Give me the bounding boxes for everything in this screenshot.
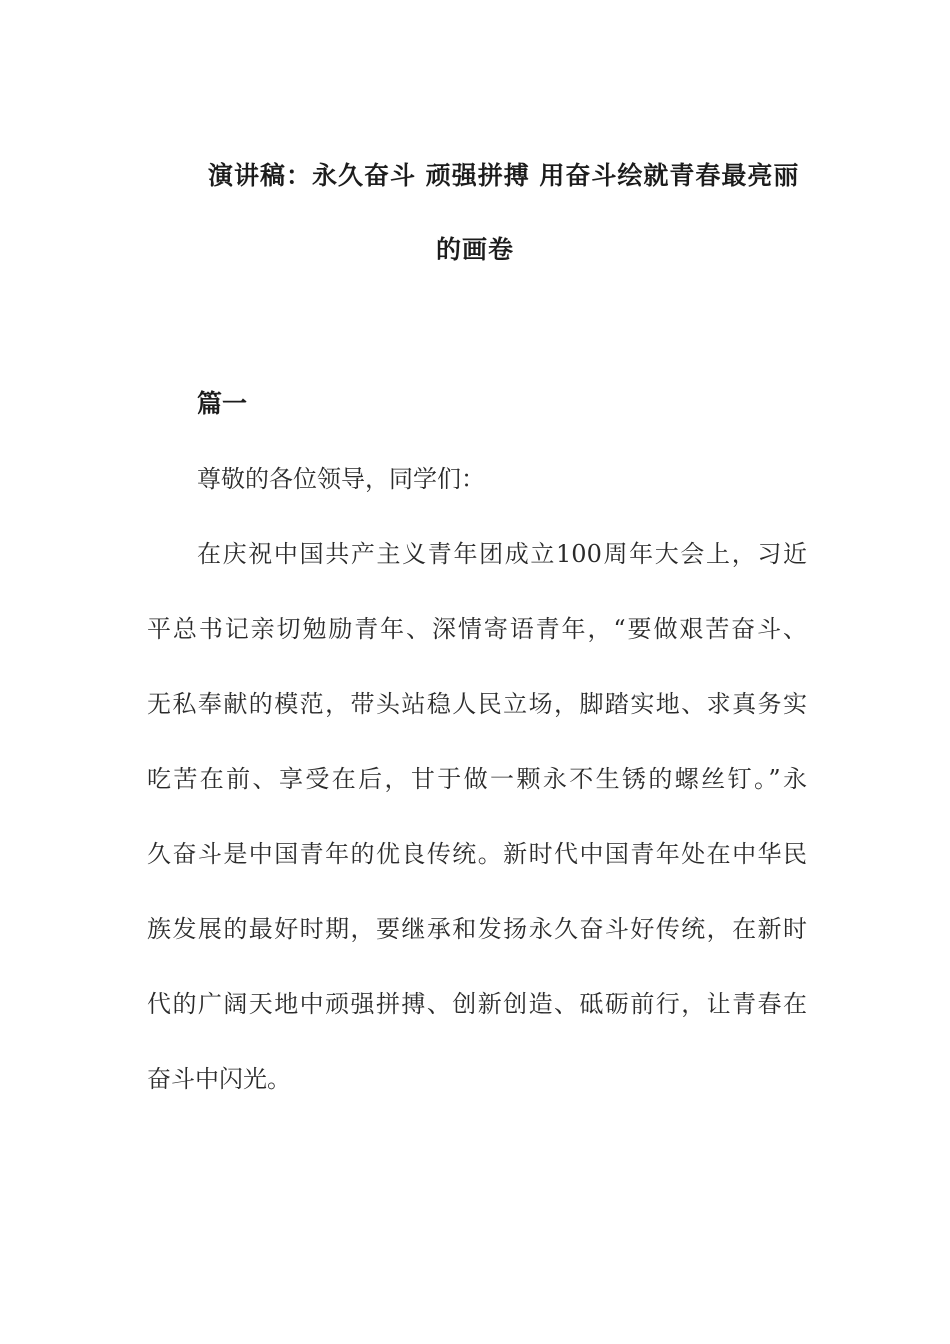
paragraph-line: 在庆祝中国共产主义青年团成立100周年大会上，习近 [197,540,807,568]
document-title-line-1: 演讲稿：永久奋斗 顽强拼搏 用奋斗绘就青春最亮丽 [208,161,800,190]
paragraph-line: 吃苦在前、享受在后，甘于做一颗永不生锈的螺丝钉。”永 [147,765,807,793]
paragraph-line: 久奋斗是中国青年的优良传统。新时代中国青年处在中华民 [147,840,807,868]
paragraph-line: 族发展的最好时期，要继承和发扬永久奋斗好传统，在新时 [147,915,807,943]
paragraph-line: 代的广阔天地中顽强拼搏、创新创造、砥砺前行，让青春在 [147,990,807,1018]
section-heading: 篇一 [197,389,248,418]
paragraph-line: 平总书记亲切勉励青年、深情寄语青年，“要做艰苦奋斗、 [147,615,807,643]
paragraph-line: 无私奉献的模范，带头站稳人民立场，脚踏实地、求真务实 [147,690,807,718]
paragraph-line: 奋斗中闪光。 [147,1065,291,1093]
greeting-line: 尊敬的各位领导，同学们： [197,465,485,493]
document-title-line-2: 的画卷 [435,235,514,264]
